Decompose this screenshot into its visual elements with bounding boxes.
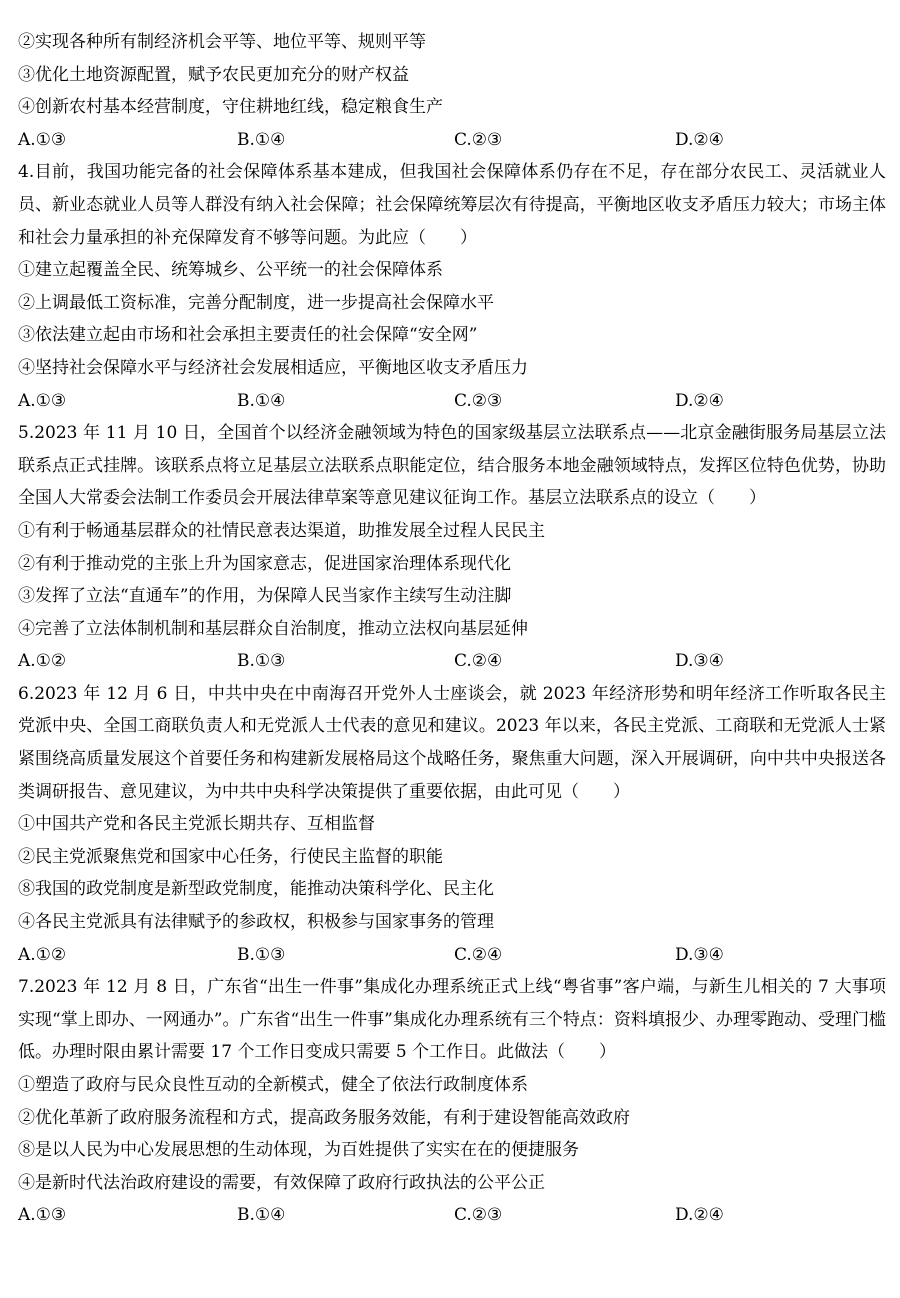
q4-item-3: ③依法建立起由市场和社会承担主要责任的社会保障“安全网” xyxy=(18,325,478,346)
q3-option-b[interactable]: B.①④ xyxy=(237,129,286,150)
q3-option-c[interactable]: C.②③ xyxy=(454,129,503,150)
question-4 xyxy=(18,156,886,417)
q3-options xyxy=(18,124,886,157)
q6-item-1: ①中国共产党和各民主党派长期共存、互相监督 xyxy=(18,814,375,835)
q4-item-1: ①建立起覆盖全民、统筹城乡、公平统一的社会保障体系 xyxy=(18,260,443,281)
q7-item-4: ④是新时代法治政府建设的需要，有效保障了政府行政执法的公平公正 xyxy=(18,1172,545,1193)
q6-option-a[interactable]: A.①② xyxy=(18,944,67,965)
q7-option-c[interactable]: C.②③ xyxy=(454,1205,503,1226)
q6-option-d[interactable]: D.③④ xyxy=(675,944,724,965)
q4-options xyxy=(18,385,886,418)
question-6 xyxy=(18,678,886,971)
q6-item-2: ②民主党派聚焦党和国家中心任务，行使民主监督的职能 xyxy=(18,846,443,867)
q5-stem: 5.2023 年 11 月 10 日，全国首个以经济金融领域为特色的国家级基层立法联系点——北京金融街服务局基层立法联系点正式挂牌。该联系点将立足基层立法联系点职能定位，结合服务本地金融领域特点，发挥区位特色优势，协助全国人大常委会法制工作委员会开展法律草案等意见建议征询工作。基层立法联系点的设立（ ） xyxy=(18,423,886,509)
q3-item-2: ②实现各种所有制经济机会平等、地位平等、规则平等 xyxy=(18,32,426,52)
q5-option-a[interactable]: A.①② xyxy=(18,651,67,672)
q3-item-4: ④创新农村基本经营制度，守住耕地红线，稳定粮食生产 xyxy=(18,97,443,118)
q5-option-c[interactable]: C.②④ xyxy=(454,651,503,672)
q7-options xyxy=(18,1199,886,1232)
q6-item-4: ④各民主党派具有法律赋予的参政权，积极参与国家事务的管理 xyxy=(18,912,494,933)
q6-stem: 6.2023 年 12 月 6 日，中共中央在中南海召开党外人士座谈会，就 2023 年经济形势和明年经济工作听取各民主党派中央、全国工商联负责人和无党派人士代表的意见和建议。2023 年以来，各民主党派、工商联和无党派人士紧紧围绕高质量发展这个首要任务和构建新发展格局这个战略任务，聚焦重大问题，深入开展调研，向中共中央报送各类调研报告、意见建议，为中共中央科学决策提供了重要依据，由此可见（ ） xyxy=(18,683,886,802)
exam-page xyxy=(18,26,886,1232)
q4-option-a[interactable]: A.①③ xyxy=(18,390,67,411)
q7-option-a[interactable]: A.①③ xyxy=(18,1205,67,1226)
q4-item-4: ④坚持社会保障水平与经济社会发展相适应，平衡地区收支矛盾压力 xyxy=(18,357,528,378)
q6-item-3: ⑧我国的政党制度是新型政党制度，能推动决策科学化、民主化 xyxy=(18,879,494,900)
q7-option-d[interactable]: D.②④ xyxy=(675,1205,724,1226)
q5-item-2: ②有利于推动党的主张上升为国家意志，促进国家治理体系现代化 xyxy=(18,553,511,574)
q7-option-b[interactable]: B.①④ xyxy=(237,1205,286,1226)
q5-options xyxy=(18,645,886,678)
q3-option-d[interactable]: D.②④ xyxy=(675,129,724,150)
question-3-tail xyxy=(18,26,886,156)
q6-options xyxy=(18,939,886,972)
q7-item-3: ⑧是以人民为中心发展思想的生动体现，为百姓提供了实实在在的便捷服务 xyxy=(18,1140,579,1161)
q4-item-2: ②上调最低工资标准，完善分配制度，进一步提高社会保障水平 xyxy=(18,292,494,313)
question-7 xyxy=(18,971,886,1232)
q4-stem: 4.目前，我国功能完备的社会保障体系基本建成，但我国社会保障体系仍存在不足，存在部分农民工、灵活就业人员、新业态就业人员等人群没有纳入社会保障；社会保障统筹层次有待提高，平衡地区收支矛盾压力较大；市场主体和社会力量承担的补充保障发育不够等问题。为此应（ ） xyxy=(18,162,886,248)
q6-option-b[interactable]: B.①③ xyxy=(237,944,286,965)
q7-item-1: ①塑造了政府与民众良性互动的全新模式，健全了依法行政制度体系 xyxy=(18,1075,528,1095)
q5-item-4: ④完善了立法体制机制和基层群众自治制度，推动立法权向基层延伸 xyxy=(18,618,528,639)
q4-option-b[interactable]: B.①④ xyxy=(237,390,286,411)
q6-option-c[interactable]: C.②④ xyxy=(454,944,503,965)
q5-option-d[interactable]: D.③④ xyxy=(675,651,724,672)
q7-item-2: ②优化革新了政府服务流程和方式，提高政务服务效能，有利于建设智能高效政府 xyxy=(18,1107,630,1128)
q3-option-a[interactable]: A.①③ xyxy=(18,129,67,150)
question-5 xyxy=(18,417,886,678)
q5-item-1: ①有利于畅通基层群众的社情民意表达渠道，助推发展全过程人民民主 xyxy=(18,520,545,541)
q4-option-d[interactable]: D.②④ xyxy=(675,390,724,411)
q7-stem: 7.2023 年 12 月 8 日，广东省“出生一件事”集成化办理系统正式上线“粤省事”客户端，与新生儿相关的 7 大事项实现“掌上即办、一网通办”。广东省“出生一件事”集成化办理系统有三个特点：资料填报少、办理零跑动、受理门槛低。办理时限由累计需要 17 个工作日变成只需要 5 个工作日。此做法（ ） xyxy=(18,977,886,1063)
q5-item-3: ③发挥了立法“直通车”的作用，为保障人民当家作主续写生动注脚 xyxy=(18,586,512,607)
q5-option-b[interactable]: B.①③ xyxy=(237,651,286,672)
q3-item-3: ③优化土地资源配置，赋予农民更加充分的财产权益 xyxy=(18,64,409,85)
q4-option-c[interactable]: C.②③ xyxy=(454,390,503,411)
